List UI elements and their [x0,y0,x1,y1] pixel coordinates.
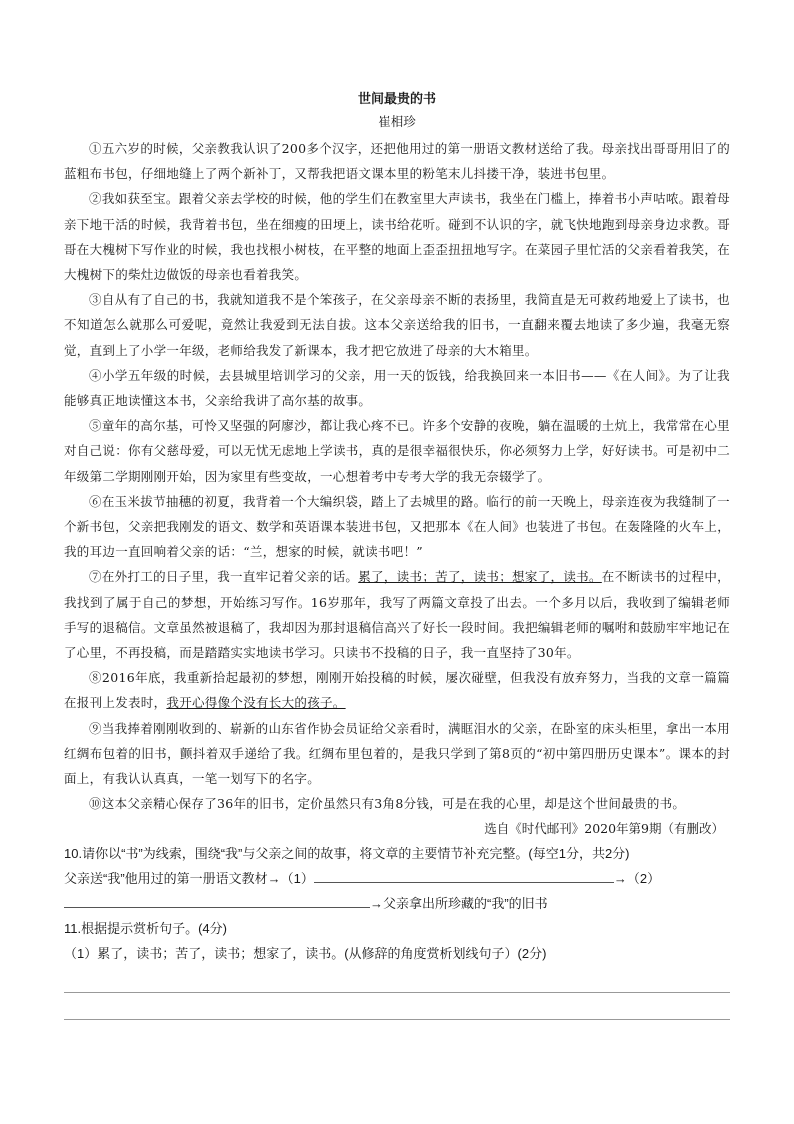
answer-blank-2[interactable] [64,893,370,908]
question-10-flow [64,866,730,891]
underlined-sentence: 累了，读书；苦了，读书；想家了，读书。 [358,569,602,585]
paragraph-10: ⑩这本父亲精心保存了36年的旧书，定价虽然只有3角8分钱，可是在我的心里，却是这个世间最贵的书。 [89,796,686,812]
question-10-flow-end: →父亲拿出所珍藏的“我”的旧书 [370,896,548,912]
paragraph-7-lead: ⑦在外打工的日子里，我一直牢记着父亲的话。 [89,569,359,585]
paragraph-8 [64,665,730,715]
paragraph-3: ③自从有了自己的书，我就知道我不是个笨孩子，在父亲母亲不断的表扬里，我简直是无可救药地爱上了读书，也不知道怎么就那么可爱呢，竟然让我爱到无法自拔。这本父亲送给我的旧书，一直翻来覆去地读了多少遍，我毫无察觉，直到上了小学一年级，老师给我发了新课本，我才把它放进了母亲的大木箱里。 [64,292,730,358]
paragraph-1: ①五六岁的时候，父亲教我认识了200多个汉字，还把他用过的第一册语文教材送给了我。母亲找出哥哥用旧了的蓝粗布书包，仔细地缝上了两个新补丁，又帮我把语文课本里的粉笔末儿抖搂干净，装进书包里。 [64,141,730,182]
question-10-blank2-label: →（2） [613,871,661,887]
article-author: 崔相珍 [378,114,416,129]
paragraph-7-rest: 在不断读书的过程中，我找到了属于自己的梦想，开始练习写作。16岁那年，我写了两篇文章投了出去。一个多月以后，我收到了编辑老师手写的退稿信。文章虽然被退稿了，我却因为那封退稿信高兴了好长一段时间。我把编辑老师的嘱咐和鼓励牢牢地记在了心里，不再投稿，而是踏踏实实地读书学习。只读书不投稿的日子，我一直坚持了30年。 [64,569,730,661]
paragraph-7 [64,564,730,665]
answer-line-2[interactable] [64,993,730,1020]
paragraph-9: ⑨当我捧着刚刚收到的、崭新的山东省作协会员证给父亲看时，满眶泪水的父亲，在卧室的床头柜里，拿出一本用红绸布包着的旧书，颤抖着双手递给了我。红绸布里包着的，是我只学到了第8页的“初中第四册历史课本”。课本的封面上，有我认认真真，一笔一划写下的名字。 [64,720,730,787]
paragraph-5: ⑤童年的高尔基，可怜又坚强的阿廖沙，都让我心疼不已。许多个安静的夜晚，躺在温暖的土炕上，我常常在心里对自己说：你有父慈母爱，可以无忧无虑地上学读书，真的是很幸福很快乐，你必须努力上学，好好读书。可是初中二年级第二学期刚刚开始，因为家里有些变故，一心想着考中专考大学的我无奈辍学了。 [64,418,730,484]
paragraph-6: ⑥在玉米拔节抽穗的初夏，我背着一个大编织袋，踏上了去城里的路。临行的前一天晚上，母亲连夜为我缝制了一个新书包，父亲把我刚发的语文、数学和英语课本装进书包，又把那本《在人间》也装进了书包。在轰隆隆的火车上，我的耳边一直回响着父亲的话：“兰，想家的时候，就读书吧！” [64,493,730,560]
underlined-sentence-2: 我开心得像个没有长大的孩子。 [166,695,346,711]
question-10-prompt: 10.请你以“书”为线索，围绕“我”与父亲之间的故事，将文章的主要情节补充完整。(每空1分，共2分) [64,846,630,862]
paragraph-2: ②我如获至宝。跟着父亲去学校的时候，他的学生们在教室里大声读书，我坐在门槛上，捧着书小声咕哝。跟着母亲下地干活的时候，我背着书包，坐在细瘦的田埂上，读书给花听。碰到不认识的字，就飞快地跑到母亲身边求教。哥哥在大槐树下写作业的时候，我也找根小树枝，在平整的地面上歪歪扭扭地写字。在菜园子里忙活的父亲看着我笑，在大槐树下的柴灶边做饭的母亲也看着我笑。 [64,191,730,283]
question-11-prompt: 11.根据提示赏析句子。(4分) [64,921,227,937]
paragraph-8-lead: ⑧2016年底，我重新拾起最初的梦想，刚刚开始投稿的时候，屡次碰壁，但我没有放弃努力，当我的文章一篇篇在报刊上发表时， [64,670,730,711]
worksheet-page [64,86,730,1020]
question-10-flow-end-row [64,891,730,916]
question-11-sub-1: （1）累了，读书；苦了，读书；想家了，读书。(从修辞的角度赏析划线句子）(2分) [64,946,547,962]
article-source: 选自《时代邮刊》2020年第9期（有删改） [484,821,724,837]
answer-line-1[interactable] [64,966,730,993]
answer-blank-1[interactable] [314,868,614,883]
article-title: 世间最贵的书 [357,92,436,107]
question-10-flow-start: 父亲送“我”他用过的第一册语文教材→（1） [64,871,314,887]
paragraph-4: ④小学五年级的时候，去县城里培训学习的父亲，用一天的饭钱，给我换回来一本旧书——《在人间》。为了让我能够真正地读懂这本书，父亲给我讲了高尔基的故事。 [64,367,730,409]
